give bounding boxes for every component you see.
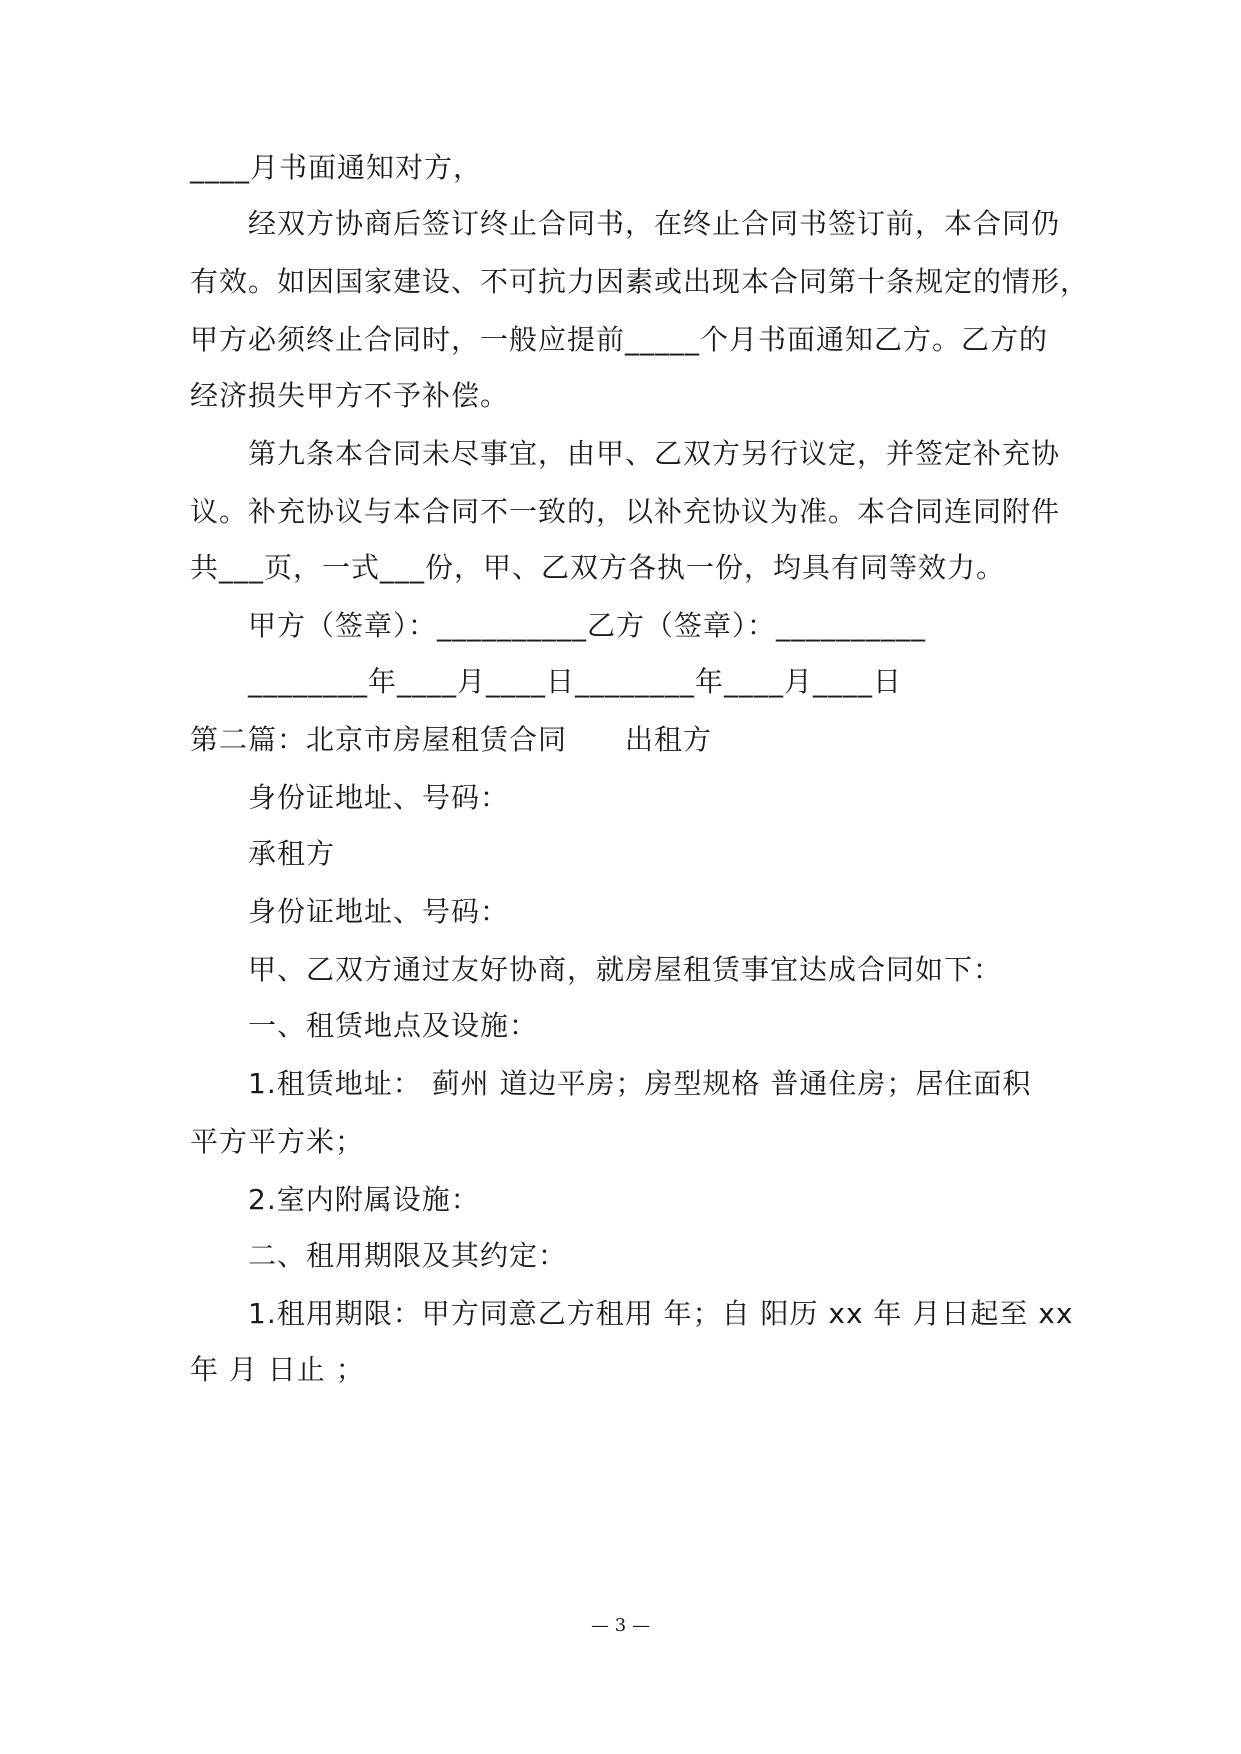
paragraph-line: 身份证地址、号码： [248,781,510,814]
paragraph-line: 承租方 [248,837,336,870]
paragraph-line: 2.室内附属设施： [248,1183,480,1216]
paragraph-line: 甲方必须终止合同时，一般应提前_____个月书面通知乙方。乙方的 [190,323,1049,356]
section-heading: 第二篇：北京市房屋租赁合同 出租方 [190,723,713,756]
paragraph-line: 1.租用期限：甲方同意乙方租用 年；自 阳历 xx 年 月日起至 xx [248,1297,1074,1330]
paragraph-line: 议。补充协议与本合同不一致的，以补充协议为准。本合同连同附件 [190,495,1061,528]
paragraph-line: 一、租赁地点及设施： [248,1009,539,1042]
paragraph-line: 经双方协商后签订终止合同书，在终止合同书签订前，本合同仍 [248,207,1061,240]
paragraph-line: 甲、乙双方通过友好协商，就房屋租赁事宜达成合同如下： [248,953,1003,986]
page-number: — 3 — [591,1615,650,1636]
paragraph-line: 平方平方米； [190,1125,365,1158]
paragraph-line: ____月书面通知对方， [190,151,483,184]
signature-line: 甲方（签章）：__________乙方（签章）：__________ [248,609,927,642]
paragraph-line: 年 月 日止 ； [190,1353,365,1386]
paragraph-line: 第九条本合同未尽事宜，由甲、乙双方另行议定，并签定补充协 [248,437,1061,470]
paragraph-line: 1.租赁地址： 蓟州 道边平房；房型规格 普通住房；居住面积 [248,1067,1032,1100]
date-line: ________年____月____日________年____月____日 [248,665,903,698]
paragraph-line: 二、租用期限及其约定： [248,1239,568,1272]
paragraph-line: 共___页，一式___份，甲、乙双方各执一份，均具有同等效力。 [190,551,1006,584]
paragraph-line: 身份证地址、号码： [248,895,510,928]
paragraph-line: 经济损失甲方不予补偿。 [190,379,510,412]
paragraph-line: 有效。如因国家建设、不可抗力因素或出现本合同第十条规定的情形， [190,265,1090,298]
